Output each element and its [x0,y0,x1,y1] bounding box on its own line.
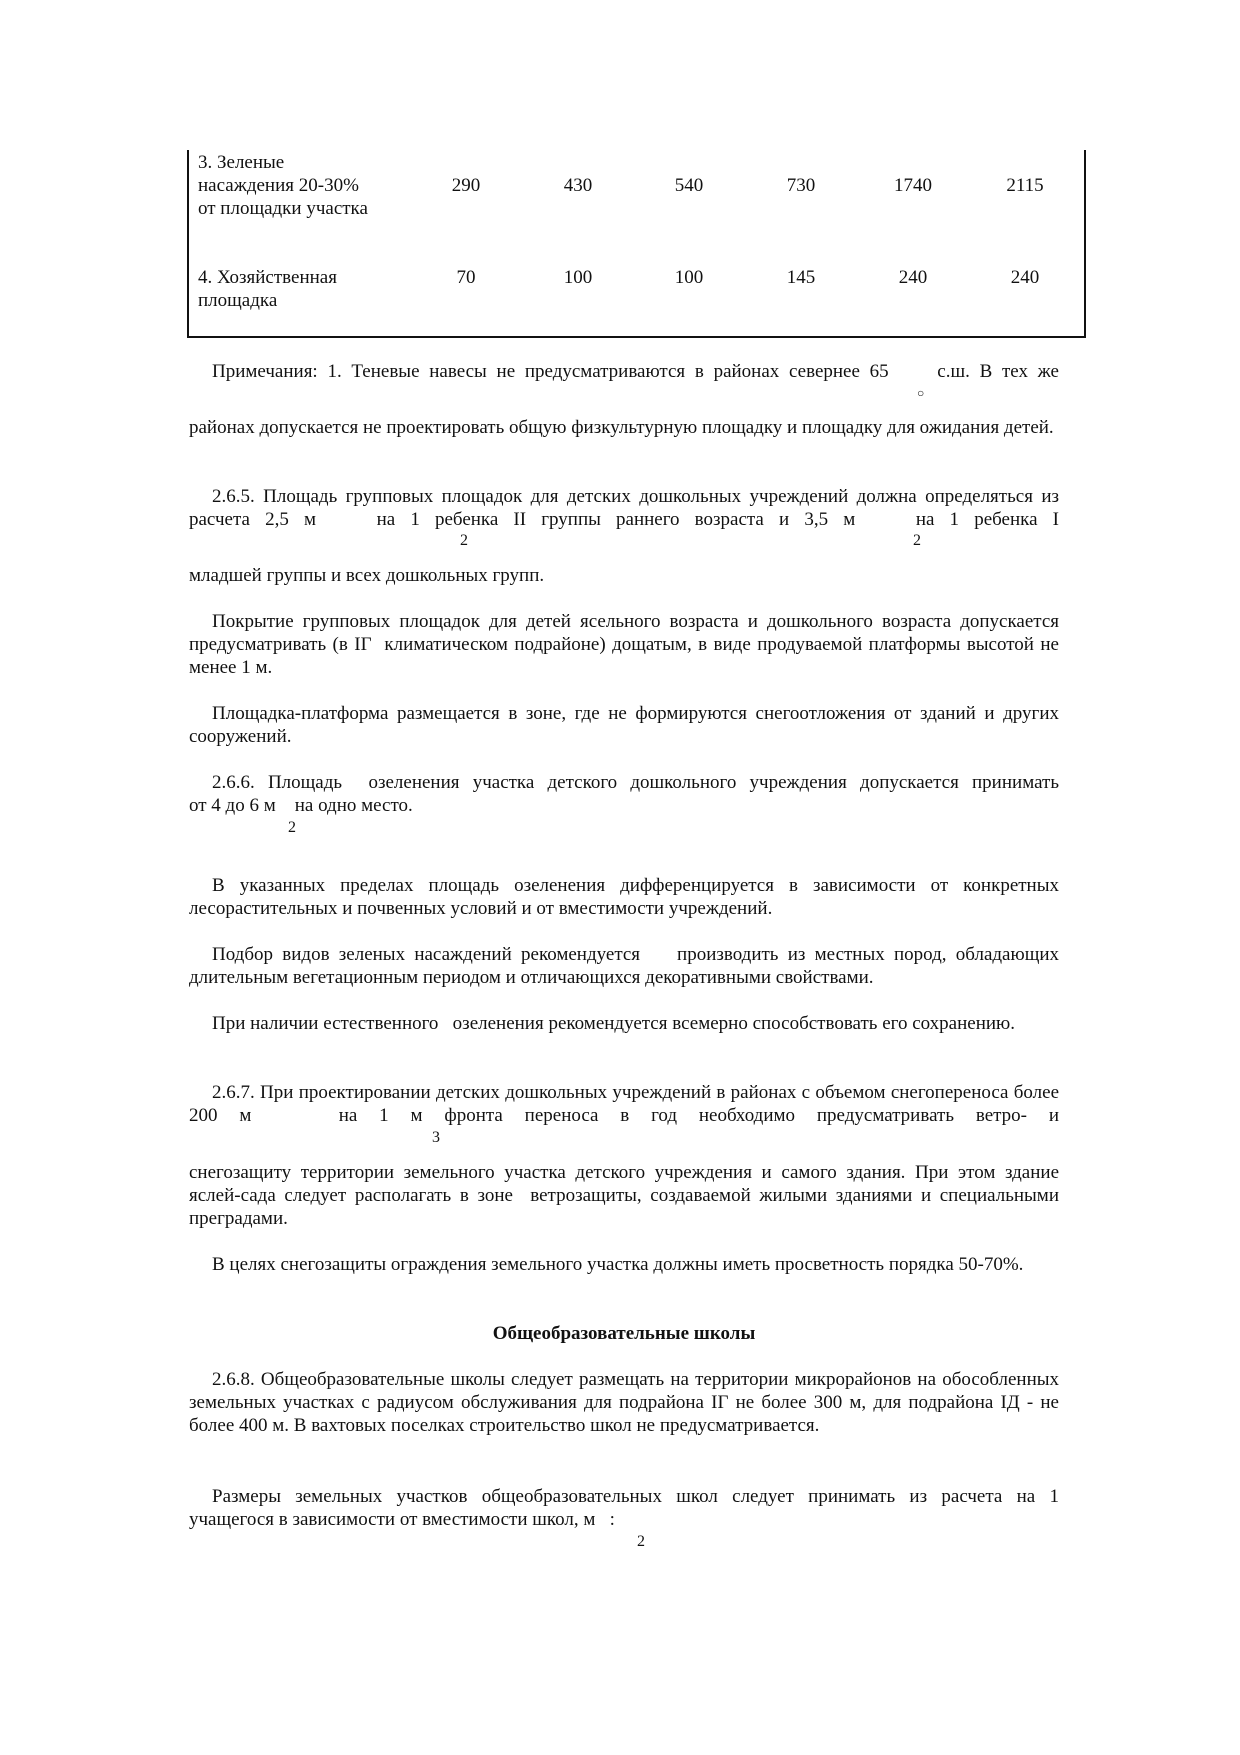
superscript: 3 [432,1129,440,1146]
table-cell: 2115 [1006,175,1044,196]
paragraph-2-6-7: 2.6.7. При проектировании детских дошкольных учреждений в районах с объемом снегопереноса более 200 м на 1 м фронта переноса в год необходимо предусматривать ветро- и [189,1082,1059,1126]
paragraph-cover: Покрытие групповых площадок для детей ясельного возраста и дошкольного возраста допускается предусматривать (в IГ климатическом подрайоне) дощатым, в виде продуваемой платформы высотой не менее 1 м. [189,611,1059,678]
label-line: насаждения 20-30% [198,175,359,196]
notes-line1: Примечания: 1. Теневые навесы не предусматриваются в районах севернее 65 с.ш. В тех же [212,361,1059,382]
table-cell: 730 [786,175,816,196]
label-line: от площадки участка [198,198,368,219]
degree-sign: ○ [917,386,925,400]
paragraph-2-6-7-cont: снегозащиту территории земельного участка детского учреждения и самого здания. При этом здание яслей-сада следует располагать в зоне ветрозащиты, создаваемой жилыми зданиями и специальными преградами. [189,1162,1059,1229]
table-cell: 540 [674,175,704,196]
paragraph-2-6-8: 2.6.8. Общеобразовательные школы следует размещать на территории микрорайонов на обособленных земельных участках с радиусом обслуживания для подрайона IГ не более 300 м, для подрайона IД - не более 400 м. В вахтовых поселках строительство школ не предусматривается. [189,1369,1059,1436]
paragraph-2-6-5-cont: младшей группы и всех дошкольных групп. [189,565,545,586]
area-table [187,150,1086,338]
paragraph-2-6-6-line2: от 4 до 6 м на одно место. [189,795,413,816]
paragraph-limits: В указанных пределах площадь озеленения дифференцируется в зависимости от конкретных лесорастительных и почвенных условий и от вместимости учреждений. [189,875,1059,919]
superscript: 2 [460,532,468,549]
table-cell: 145 [786,267,816,288]
table-cell: 240 [898,267,928,288]
paragraph-natural: При наличии естественного озеленения рекомендуется всемерно способствовать его сохранению. [212,1013,1015,1034]
paragraph-2-6-5: 2.6.5. Площадь групповых площадок для детских дошкольных учреждений должна определяться из расчета 2,5 м на 1 ребенка II группы раннего возраста и 3,5 м на 1 ребенка I [189,486,1059,530]
superscript: 2 [913,532,921,549]
label-line: 4. Хозяйственная [198,267,337,288]
label-line: площадка [198,290,278,311]
section-heading: Общеобразовательные школы [492,1323,756,1344]
paragraph-sizes: Размеры земельных участков общеобразовательных школ следует принимать из расчета на 1 [212,1486,1059,1507]
paragraph-platform: Площадка-платформа размещается в зоне, где не формируются снегоотложения от зданий и других сооружений. [189,703,1059,747]
notes-rest: районах допускается не проектировать общую физкультурную площадку и площадку для ожидания детей. [189,417,1054,438]
superscript: 2 [288,819,296,836]
row-label-green [198,151,368,220]
table-cell: 100 [674,267,704,288]
superscript: 2 [637,1533,645,1550]
table-cell: 70 [456,267,476,288]
table-cell: 240 [1010,267,1040,288]
row-label-utility [198,266,337,312]
table-cell: 1740 [894,175,932,196]
paragraph-sizes-line2: учащегося в зависимости от вместимости школ, м : [189,1509,615,1530]
label-line: 3. Зеленые [198,152,285,173]
paragraph-selection: Подбор видов зеленых насаждений рекомендуется производить из местных пород, обладающих длительным вегетационным периодом и отличающихся декоративными свойствами. [189,944,1059,988]
table-cell: 430 [563,175,593,196]
table-cell: 100 [563,267,593,288]
table-cell: 290 [451,175,481,196]
paragraph-fence: В целях снегозащиты ограждения земельного участка должны иметь просветность порядка 50-70%. [212,1254,1024,1275]
paragraph-2-6-6: 2.6.6. Площадь озеленения участка детского дошкольного учреждения допускается принимать [212,772,1059,793]
